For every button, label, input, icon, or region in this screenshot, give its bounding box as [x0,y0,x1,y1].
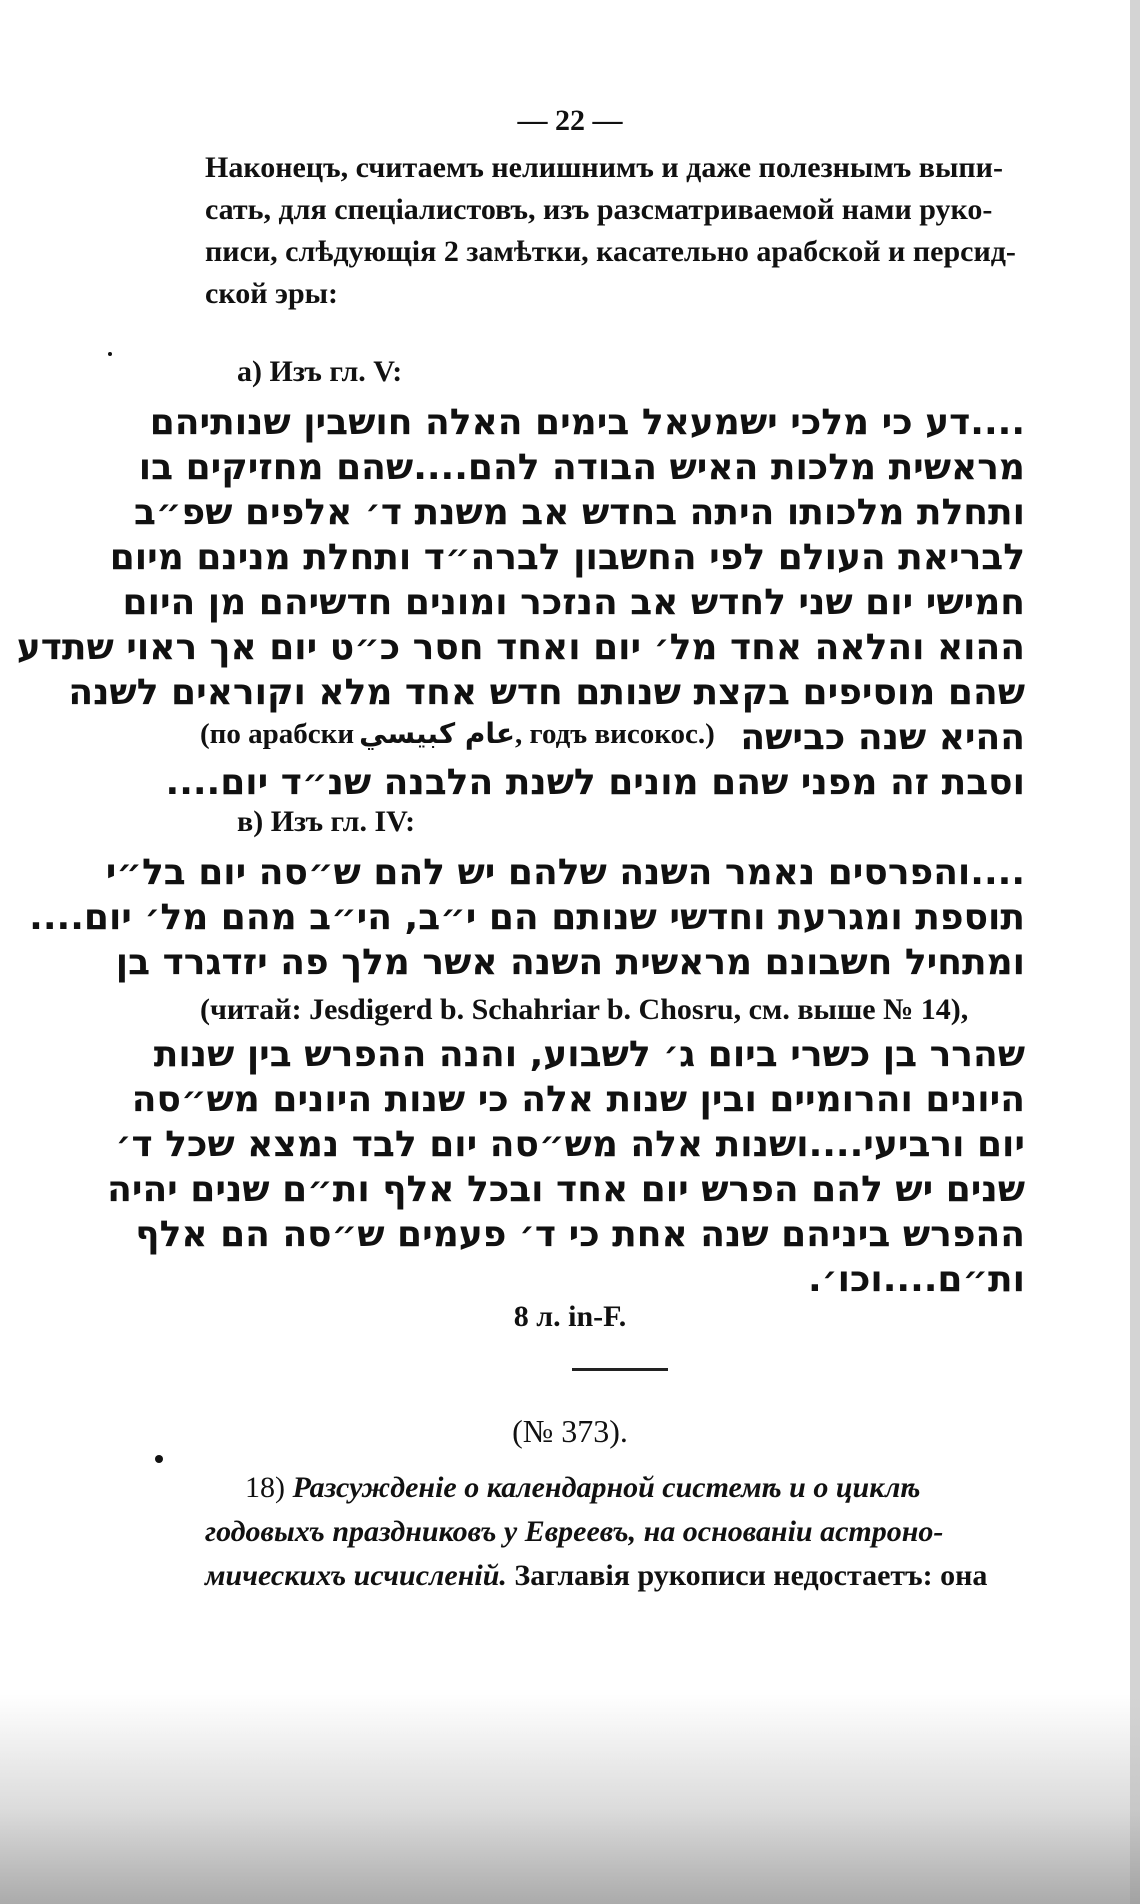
entry-item-number: 18) [245,1471,285,1504]
hebrew-b2-line-1: שהרר בן כשרי ביום ג׳ לשבוע, והנה ההפרש בין שנות [153,1034,1025,1075]
para1-line-1: Наконецъ, считаемъ нелишнимъ и даже полезнымъ выпи- [205,151,1003,184]
hebrew-a-line-5: חמישי יום שני לחדש אב הנזכר ומונים חדשיהם מן היום [122,582,1025,623]
hebrew-b2-line-2: היונים והרומיים ובין שנות אלה כי שנות היונים מש״סה [131,1079,1025,1120]
hebrew-b2-line-5: ההפרש ביניהם שנה אחת כי ד׳ פעמים ש״סה הם אלף [135,1214,1025,1255]
para1-line-2: сать, для спеціалистовъ, изъ разсматриваемой нами руко- [205,193,993,226]
section-label-a: а) Изъ гл. V: [237,355,403,388]
hebrew-a-line-4: לבריאת העולם לפי החשבון לברה״ד ותחלת מנינם מיום [109,537,1025,578]
mixed-line [200,717,1025,758]
para1-line-3: писи, слѣдующія 2 замѣтки, касательно арабской и персид- [205,235,1016,268]
mixed-hebrew: ההיא שנה כבישה [740,717,1025,758]
entry-line-3 [205,1556,1020,1596]
divider-rule [572,1368,668,1371]
entry-title-part-1: Разсужденіе о календарной системѣ и о циклѣ [292,1471,921,1504]
hebrew-a-line-3: ותחלת מלכותו היתה בחדש אב משנת ד׳ אלפים שפ״ב [133,492,1025,533]
entry-number: (№ 373). [512,1413,628,1449]
hebrew-b-line-2: תוספת ומגרעת וחדשי שנותם הם י״ב, הי״ב מהם מל׳ יום.... [29,897,1025,938]
entry-line-2 [205,1512,1020,1552]
hebrew-b-line-3: ומתחיל חשבונם מראשית השנה אשר מלך פה יזדגרד בן [115,942,1025,983]
mixed-ru-after: , годъ високос.) [515,718,715,750]
mixed-ru-before: (по арабски [200,718,355,750]
scan-speck [155,1455,163,1463]
entry-rest-text: Заглавія рукописи недостаетъ: она [506,1559,988,1592]
section-label-b: в) Изъ гл. IV: [237,805,416,838]
hebrew-a-line-6: ההוא והלאה אחד מל׳ יום ואחד חסר כ״ט יום אך ראוי שתדע [16,627,1025,668]
page-number: — 22 — [517,104,623,137]
hebrew-a-line-1: ....דע כי מלכי ישמעאל בימים האלה חושבין שנותיהם [149,402,1025,443]
hebrew-a-end: וסבת זה מפני שהם מונים לשנת הלבנה שנ״ד יום.... [165,762,1025,803]
entry-line-1 [245,1468,1025,1508]
hebrew-b-line-1: ....והפרסים נאמר השנה שלהם יש להם ש״סה יום בל״י [105,852,1025,893]
format-note: 8 л. in-F. [513,1300,627,1333]
hebrew-b2-line-6: ות״ם....וכו׳. [807,1259,1025,1300]
entry-title-part-2: годовыхъ праздниковъ у Евреевъ, на основаніи астроно- [205,1515,944,1548]
hebrew-a-line-7: שהם מוסיפים בקצת שנותם חדש אחד מלא וקוראים לשנה [68,672,1025,713]
scan-right-edge [1130,0,1140,1904]
scan-bottom-shadow [0,1694,1140,1904]
hebrew-b2-line-3: יום ורביעי....ושנות אלה מש״סה יום לבד נמצא שכל ד׳ [115,1124,1025,1165]
latin-reference-line: (читай: Jesdigerd b. Schahriar b. Chosru, см. выше № 14), [200,993,969,1026]
para1-line-4: ской эры: [205,277,339,310]
entry-title-part-3: мическихъ исчисленій. [205,1559,507,1592]
hebrew-b2-line-4: שנים יש להם הפרש יום אחד ובכל אלף ות״ם שנים יהיה [107,1169,1025,1210]
hebrew-a-line-2: מראשית מלכות האיש הבודה להם....שהם מחזיקים בו [138,447,1025,488]
mixed-arabic: عام كبيسي [359,717,516,750]
scan-speck [108,352,112,356]
